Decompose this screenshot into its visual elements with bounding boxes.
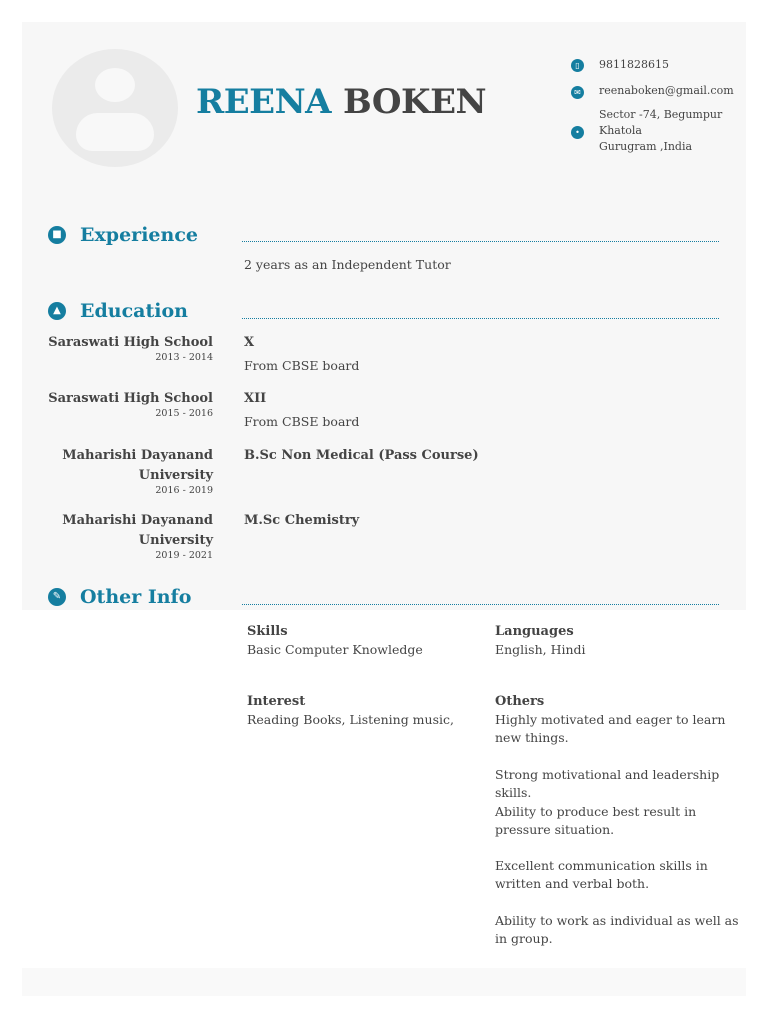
school-line-1: Maharishi Dayanand (62, 448, 213, 463)
briefcase-icon: ■ (48, 226, 66, 244)
languages-label: Languages (495, 624, 574, 639)
education-years: 2013 - 2014 (155, 352, 213, 363)
section-title-other-info: Other Info (80, 586, 192, 608)
school-line-2: University (138, 533, 213, 548)
pencil-icon: ✎ (48, 588, 66, 606)
contact-email[interactable]: reenaboken@gmail.com (599, 84, 734, 97)
education-degree: B.Sc Non Medical (Pass Course) (244, 448, 479, 463)
first-name: REENA (196, 82, 332, 122)
contact-address (599, 107, 722, 155)
education-degree: X (244, 335, 255, 350)
education-years: 2015 - 2016 (155, 408, 213, 419)
education-years: 2016 - 2019 (155, 485, 213, 496)
phone-icon: ▯ (571, 59, 584, 72)
interest-label: Interest (247, 694, 306, 709)
others-item: Excellent communication skills in written and verbal both. (495, 858, 708, 891)
address-line-2: Khatola (599, 124, 642, 137)
avatar-body-shape (76, 113, 154, 151)
interest-text: Reading Books, Listening music, (247, 712, 454, 727)
education-school (33, 511, 213, 551)
education-school: Saraswati High School (48, 335, 213, 350)
school-line-2: University (138, 468, 213, 483)
email-icon: ✉ (571, 86, 584, 99)
section-divider (242, 604, 719, 605)
section-title-experience: Experience (80, 224, 198, 246)
education-years: 2019 - 2021 (155, 550, 213, 561)
last-name: BOKEN (343, 82, 487, 122)
contact-phone: 9811828615 (599, 58, 669, 71)
graduation-cap-icon: ▲ (48, 302, 66, 320)
others-item: Ability to produce best result in pressure situation. (495, 804, 697, 837)
education-school: Saraswati High School (48, 391, 213, 406)
address-line-1: Sector -74, Begumpur (599, 108, 723, 121)
education-board: From CBSE board (244, 358, 360, 373)
avatar-placeholder-icon (52, 49, 178, 167)
avatar-head-shape (95, 68, 135, 102)
section-title-education: Education (80, 300, 188, 322)
skills-text: Basic Computer Knowledge (247, 642, 423, 657)
education-board: From CBSE board (244, 414, 360, 429)
address-line-3: Gurugram ,India (599, 140, 693, 153)
others-item: Highly motivated and eager to learn new things. (495, 712, 726, 745)
others-item: Ability to work as individual as well as in group. (495, 913, 739, 946)
education-school (33, 446, 213, 486)
school-line-1: Maharishi Dayanand (62, 513, 213, 528)
section-divider (242, 318, 719, 319)
candidate-name (196, 82, 486, 122)
education-degree: M.Sc Chemistry (244, 513, 360, 528)
languages-text: English, Hindi (495, 642, 586, 657)
others-label: Others (495, 694, 545, 709)
experience-text: 2 years as an Independent Tutor (244, 257, 451, 272)
education-degree: XII (244, 391, 267, 406)
others-item: Strong motivational and leadership skills. (495, 767, 720, 800)
location-icon: • (571, 126, 584, 139)
section-divider (242, 241, 719, 242)
resume-footer-strip (22, 968, 746, 996)
skills-label: Skills (247, 624, 288, 639)
